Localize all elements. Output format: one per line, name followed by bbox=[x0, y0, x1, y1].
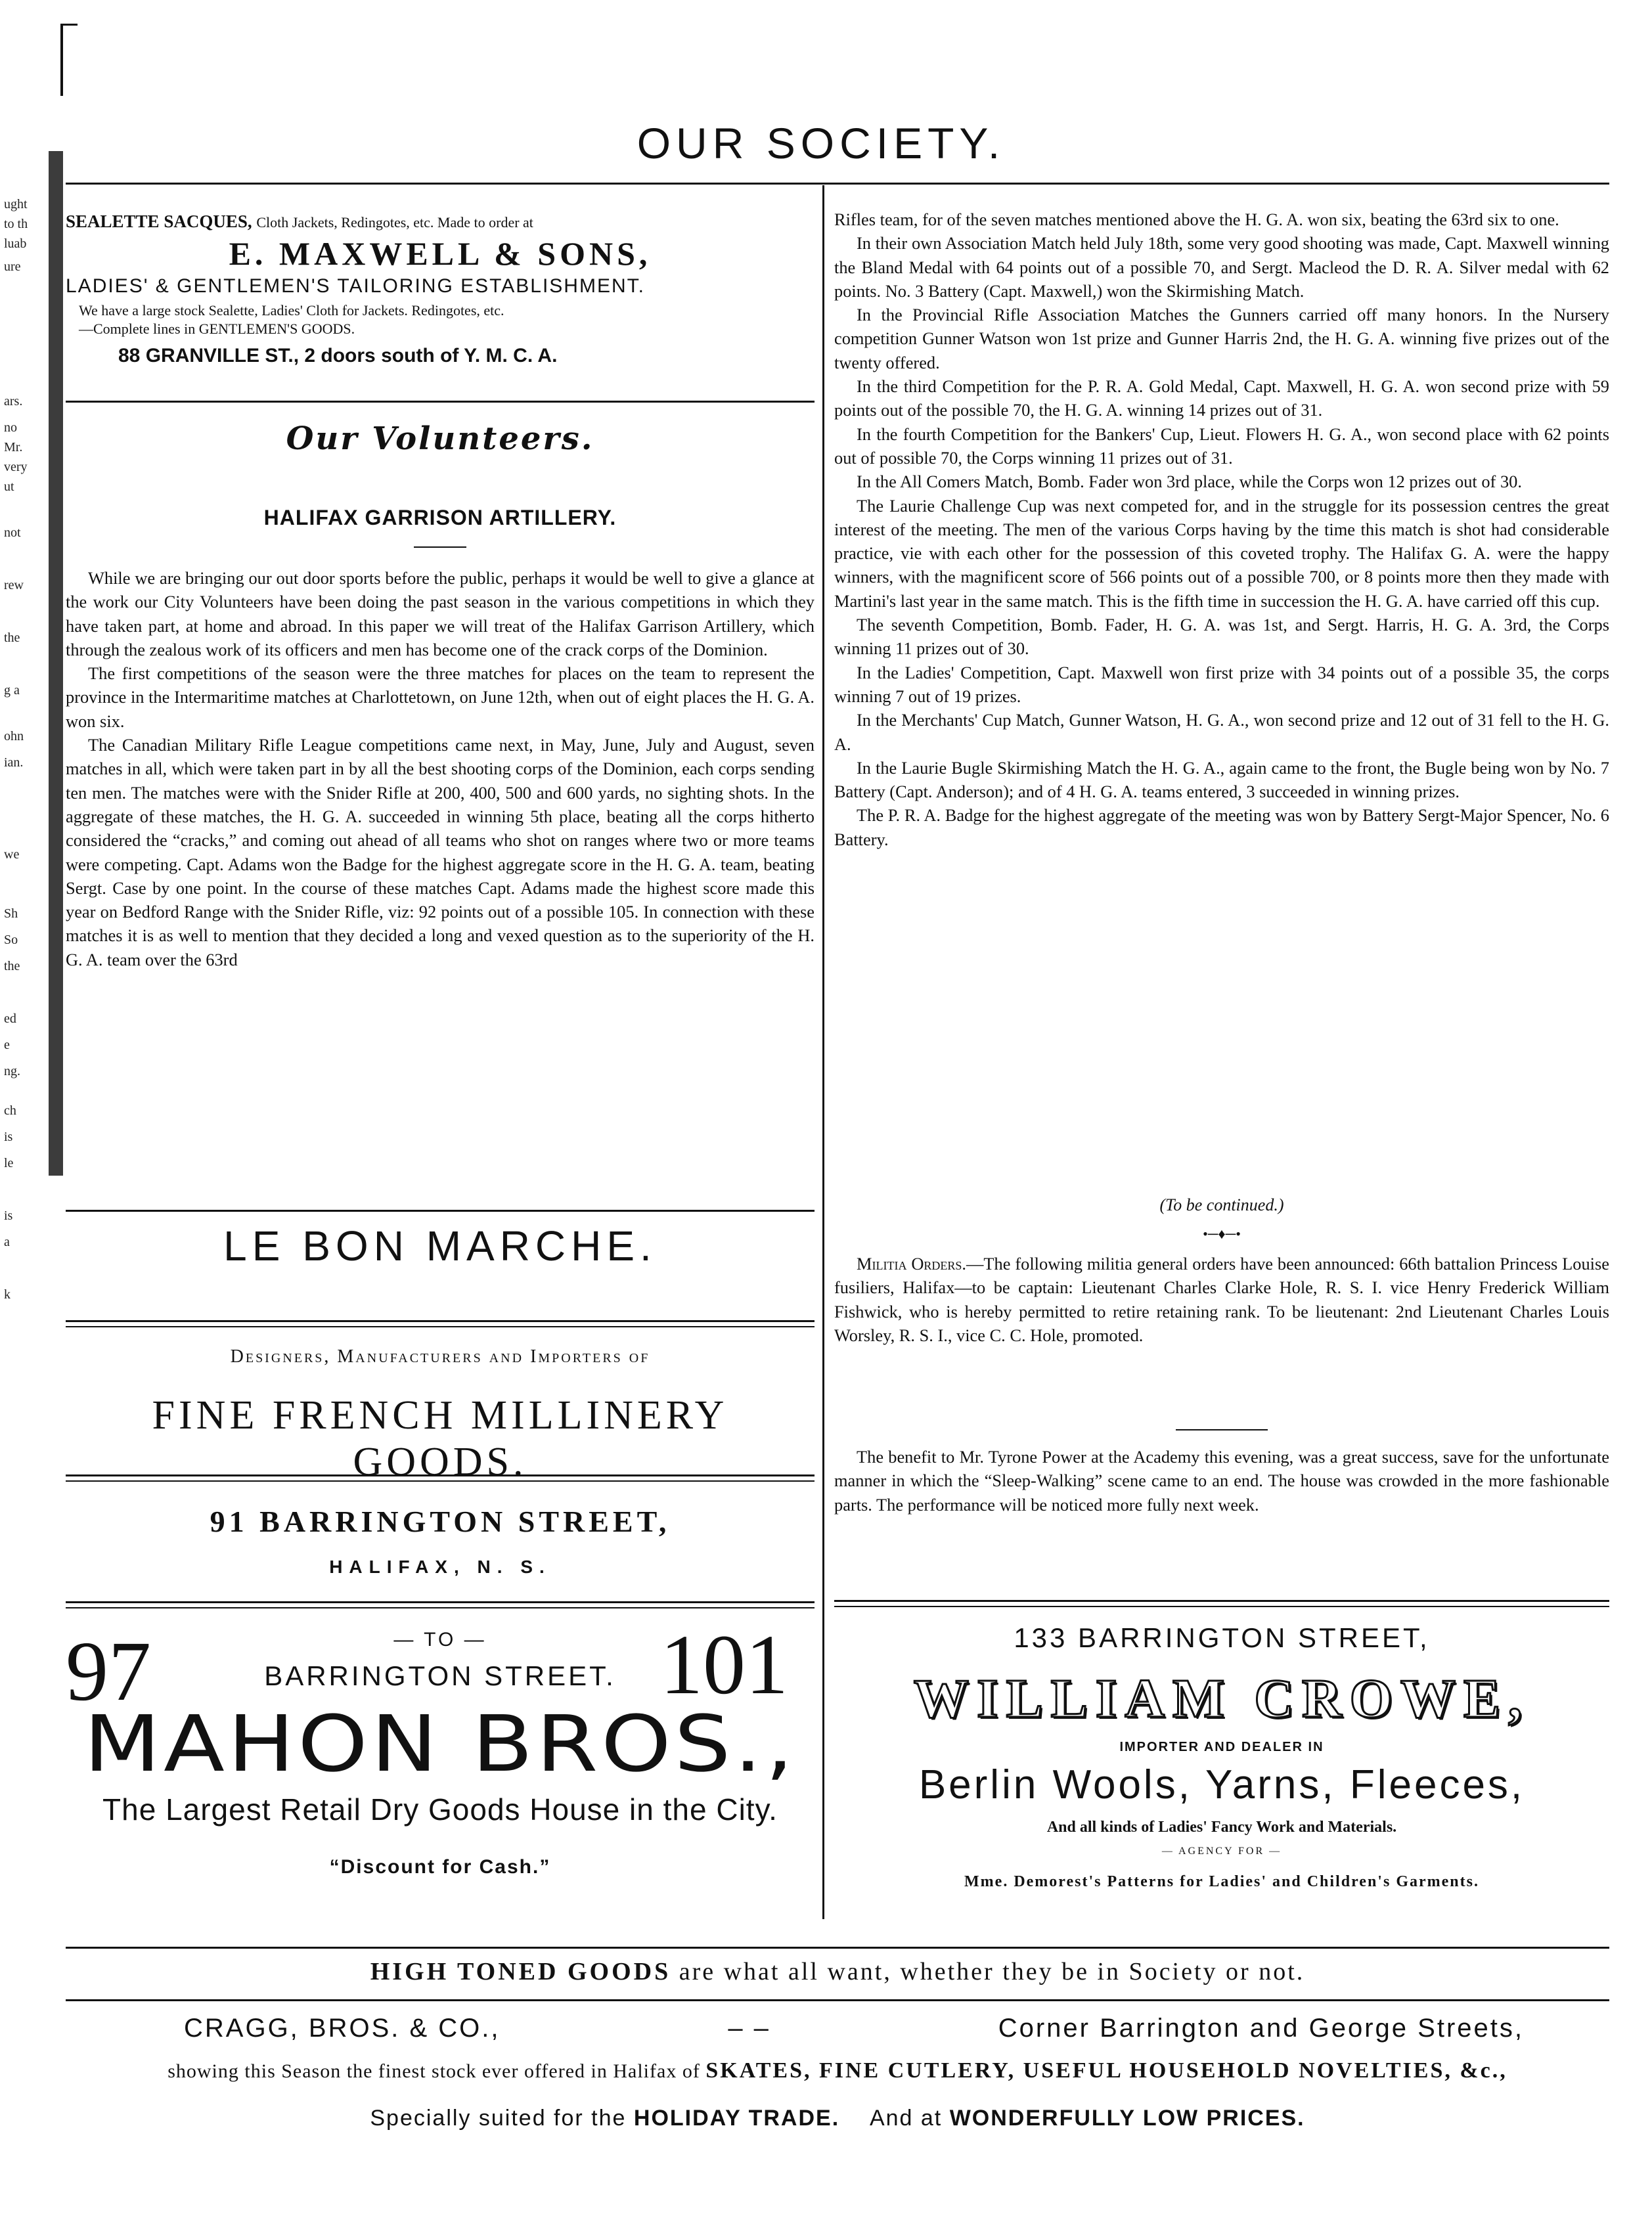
gutter-fragment: Mr. bbox=[4, 440, 23, 454]
volunteers-continuation bbox=[834, 208, 1609, 1186]
ornament: •─♦─• bbox=[1203, 1226, 1241, 1242]
marche-designers-wrap bbox=[66, 1346, 815, 1367]
gutter-fragment: ught bbox=[4, 197, 28, 211]
tyrone-notice bbox=[834, 1445, 1609, 1517]
gutter-fragment: to th bbox=[4, 217, 28, 231]
bottom-rule-2 bbox=[66, 1999, 1609, 2001]
mahon-number-left: 97 bbox=[66, 1624, 151, 1719]
left-gutter bbox=[0, 0, 66, 2216]
cont-para-1: Rifles team, for of the seven matches mentioned above the H. G. A. won six, beating the 63rd six to one. bbox=[834, 210, 1559, 229]
cragg-dashes: – – bbox=[728, 2014, 770, 2043]
crowe-wools: Berlin Wools, Yarns, Fleeces, bbox=[918, 1762, 1525, 1807]
cont-para-9: In the Ladies' Competition, Capt. Maxwell won first prize with 34 points out of a possible 35, the corps winning 7 out of 19 prizes. bbox=[834, 662, 1609, 706]
crowe-agency: — AGENCY FOR — bbox=[1161, 1846, 1282, 1857]
crowe-name: WILLIAM CROWE, bbox=[913, 1668, 1530, 1729]
mahon-number-right: 101 bbox=[660, 1618, 788, 1712]
gutter-fragment: ut bbox=[4, 479, 14, 494]
gutter-fragment: is bbox=[4, 1130, 13, 1144]
gutter-fragment: rew bbox=[4, 578, 24, 592]
maxwell-firm-name: E. MAXWELL & SONS, bbox=[229, 235, 652, 272]
mahon-slogan: The Largest Retail Dry Goods House in the City. bbox=[102, 1792, 778, 1827]
maxwell-line1 bbox=[66, 211, 815, 232]
cont-para-5: In the fourth Competition for the Bankers' Cup, Lieut. Flowers H. G. A., won second place with 62 points out of possible 70, the Corps winning 11 prizes out of 31. bbox=[834, 424, 1609, 468]
cragg-showing bbox=[66, 2058, 1609, 2083]
corner-mark bbox=[60, 24, 63, 96]
marche-goods: FINE FRENCH MILLINERY GOODS. bbox=[152, 1393, 728, 1484]
cragg-firm-row bbox=[66, 2014, 1609, 2043]
maxwell-stock-line: We have a large stock Sealette, Ladies' Cloth for Jackets. Redingotes, etc. bbox=[79, 302, 504, 319]
gutter-fragment: very bbox=[4, 460, 28, 474]
cont-para-2: In their own Association Match held July 18th, some very good shooting was made, Capt. Maxwell winning the Bland Medal with 64 points out of a possible 70, and Sergt. Macleod the D. R. A. Silver medal with 62 points. No. 3 Battery (Capt. Maxwell,) won the Skirmishing Match. bbox=[834, 233, 1609, 301]
maxwell-line1-rest: Cloth Jackets, Redingotes, etc. Made to order at bbox=[256, 214, 533, 231]
cragg-suited-a: Specially suited for the bbox=[370, 2106, 627, 2131]
gutter-fragment: k bbox=[4, 1287, 11, 1302]
cragg-firm-row-wrap bbox=[66, 2014, 1609, 2043]
gutter-fragment: the bbox=[4, 631, 20, 645]
cont-para-6: In the All Comers Match, Bomb. Fader won 3rd place, while the Corps won 12 prizes out of 30. bbox=[857, 472, 1522, 492]
gutter-fragment: So bbox=[4, 933, 18, 947]
militia-rule bbox=[1176, 1429, 1268, 1430]
cont-para-8: The seventh Competition, Bomb. Fader, H. G. A. was 1st, and Sergt. Harris, H. G. A. 3rd, the Corps winning 11 prizes out of 30. bbox=[834, 615, 1609, 659]
binding-shadow bbox=[49, 151, 63, 1176]
militia-orders bbox=[834, 1252, 1609, 1347]
volunteers-para-1: While we are bringing our out door sports before the public, perhaps it would be well to give a glance at the work our City Volunteers have been doing the past season in the various competitions in which they have taken part, at home and abroad. In this paper we will treat of the Halifax Garrison Artillery, which through the zealous work of its officers and men has become one of the crack corps of the Dominion. bbox=[66, 568, 815, 659]
gutter-fragment: ars. bbox=[4, 394, 23, 409]
marche-city: HALIFAX, N. S. bbox=[329, 1557, 551, 1577]
maxwell-rule bbox=[66, 401, 815, 403]
marche-street-wrap bbox=[66, 1504, 815, 1539]
gutter-fragment: g a bbox=[4, 683, 20, 698]
cont-para-4: In the third Competition for the P. R. A. Gold Medal, Capt. Maxwell, H. G. A. won second prize with 59 points out of the possible 70, the H. G. A. winning 14 prizes out of 31. bbox=[834, 376, 1609, 420]
gutter-fragment: luab bbox=[4, 236, 27, 251]
cragg-ad bbox=[66, 1957, 1609, 1986]
gutter-fragment: not bbox=[4, 525, 21, 540]
gutter-fragment: ng. bbox=[4, 1064, 20, 1078]
crowe-importer: IMPORTER AND DEALER IN bbox=[1119, 1740, 1324, 1754]
volunteers-heading: Our Volunteers. bbox=[286, 420, 594, 457]
mahon-to: — TO — bbox=[393, 1629, 487, 1651]
crowe-ad bbox=[834, 1622, 1609, 1891]
cragg-suited-c: And at bbox=[869, 2106, 943, 2131]
crowe-ladies: And all kinds of Ladies' Fancy Work and Materials. bbox=[1046, 1819, 1397, 1836]
maxwell-address: 88 GRANVILLE ST., 2 doors south of Y. M. C. A. bbox=[118, 345, 558, 366]
cragg-suited-d: WONDERFULLY LOW PRICES. bbox=[949, 2106, 1305, 2131]
cragg-suited-wrap bbox=[66, 2106, 1609, 2131]
gutter-fragment: Sh bbox=[4, 906, 18, 921]
cragg-showing-wrap bbox=[66, 2058, 1609, 2083]
volunteers-subheading: HALIFAX GARRISON ARTILLERY. bbox=[263, 506, 617, 529]
marche-goods-wrap bbox=[66, 1392, 815, 1486]
volunteers-para-2: The first competitions of the season were the three matches for places on the team to represent the province in the Intermaritime matches at Charlottetown, on June 12th, when out of eight places the H. G. A. won six. bbox=[66, 663, 815, 731]
militia-lead: Militia Orders. bbox=[857, 1254, 967, 1274]
mahon-discount: “Discount for Cash.” bbox=[329, 1856, 551, 1878]
gutter-fragment: we bbox=[4, 847, 20, 862]
gutter-fragment: ohn bbox=[4, 729, 24, 743]
tyrone-rule bbox=[834, 1600, 1609, 1607]
subhead-rule bbox=[414, 546, 466, 548]
marche-city-wrap bbox=[66, 1557, 815, 1578]
marche-rule-2 bbox=[66, 1474, 815, 1482]
bottom-rule-1 bbox=[66, 1947, 1609, 1949]
cragg-showing-bold: SKATES, FINE CUTLERY, USEFUL HOUSEHOLD NOVELTIES, &c., bbox=[705, 2058, 1507, 2083]
gutter-fragment: ure bbox=[4, 259, 21, 274]
gutter-fragment: ch bbox=[4, 1103, 16, 1118]
marche-rule-1 bbox=[66, 1320, 815, 1327]
crowe-street: 133 BARRINGTON STREET, bbox=[1014, 1622, 1430, 1653]
gutter-fragment: is bbox=[4, 1208, 13, 1223]
cont-para-12: The P. R. A. Badge for the highest aggregate of the meeting was won by Battery Sergt-Major Spencer, No. 6 Battery. bbox=[834, 805, 1609, 849]
gutter-fragment: no bbox=[4, 420, 17, 435]
marche-designers: Designers, Manufacturers and Importers of bbox=[230, 1346, 650, 1367]
maxwell-goods-line: —Complete lines in GENTLEMEN'S GOODS. bbox=[79, 321, 355, 337]
gutter-fragment: le bbox=[4, 1156, 14, 1170]
militia-text: —The following militia general orders have been announced: 66th battalion Princess Louise fusiliers, Halifax—to be captain: Lieutenant Charles Clarke Hole, R. S. I. vice Henry Frederick William Fishwick, who is hereby permitted to retire retaining rank. To be lieutenant: 2nd Lieutenant Charles Louis Worsley, R. S. I., vice C. C. Hole, promoted. bbox=[834, 1254, 1609, 1345]
gutter-fragment: e bbox=[4, 1038, 10, 1052]
cragg-high-bold: HIGH TONED GOODS bbox=[370, 1958, 671, 1985]
maxwell-tailoring: LADIES' & GENTLEMEN'S TAILORING ESTABLISHMENT. bbox=[66, 275, 645, 297]
column-divider bbox=[822, 185, 824, 1919]
cont-para-7: The Laurie Challenge Cup was next competed for, and in the struggle for its possession centres the great interest of the meeting. The men of the various Corps having by the time this match is shot had considerable practice, vie with each other for the possession of this coveted trophy. The Halifax G. A. were the happy winners, with the magnificent score of 566 points out of a possible 700, or 8 points more then they made with Martini's last year in the same match. This is the fifth time in succession the H. G. A. have carried off this cup. bbox=[834, 495, 1609, 611]
gutter-fragment: the bbox=[4, 959, 20, 973]
to-be-continued: (To be continued.) bbox=[1159, 1195, 1284, 1214]
gutter-fragment: ed bbox=[4, 1011, 16, 1026]
marche-rule-3 bbox=[66, 1601, 815, 1608]
gutter-fragment: ian. bbox=[4, 755, 24, 770]
cragg-suited-b: HOLIDAY TRADE. bbox=[633, 2106, 840, 2131]
corner-mark-h bbox=[60, 24, 78, 26]
mahon-name: MAHON BROS., bbox=[83, 1698, 797, 1789]
cont-para-3: In the Provincial Rifle Association Matches the Gunners carried off many honors. In the Nursery competition Gunner Watson won 1st prize and Gunner Harris 2nd, the H. G. A. winning five prizes out of the twenty offered. bbox=[834, 305, 1609, 372]
mahon-ad bbox=[66, 1616, 815, 1905]
bon-marche-name: LE BON MARCHE. bbox=[223, 1222, 657, 1270]
cragg-corner: Corner Barrington and George Streets, bbox=[998, 2014, 1524, 2043]
crowe-patterns: Mme. Demorest's Patterns for Ladies' and Children's Garments. bbox=[964, 1873, 1479, 1890]
bon-marche-ad bbox=[66, 1222, 815, 1270]
marche-street: 91 BARRINGTON STREET, bbox=[210, 1505, 671, 1538]
cont-para-10: In the Merchants' Cup Match, Gunner Watson, H. G. A., won second prize and 12 out of 31 fell to the H. G. A. bbox=[834, 710, 1609, 754]
cragg-firm: CRAGG, BROS. & CO., bbox=[184, 2014, 501, 2043]
cragg-suited bbox=[66, 2106, 1609, 2131]
article-end-rule bbox=[66, 1210, 815, 1212]
volunteers-article bbox=[66, 566, 815, 1197]
masthead-rule bbox=[66, 183, 1609, 185]
cragg-high-toned bbox=[66, 1957, 1609, 1986]
cont-para-11: In the Laurie Bugle Skirmishing Match the H. G. A., again came to the front, the Bugle being won by No. 7 Battery (Capt. Anderson); and of 4 H. G. A. teams entered, 3 succeeded in winning prizes. bbox=[834, 757, 1609, 802]
tyrone-text: The benefit to Mr. Tyrone Power at the Academy this evening, was a great success, save for the unfortunate manner in which the “Sleep-Walking” scene came to an end. The house was crowded in the more fashionable parts. The performance will be noticed more fully next week. bbox=[834, 1447, 1609, 1515]
cragg-high-rest: are what all want, whether they be in Society or not. bbox=[679, 1958, 1305, 1985]
mahon-street: BARRINGTON STREET. bbox=[264, 1660, 616, 1691]
volunteers-para-3: The Canadian Military Rifle League competitions came next, in May, June, July and August, seven matches in all, which were taken part in by all the best shooting corps of the Dominion, each corps sending ten men. The matches were with the Snider Rifle at 200, 400, 500 and 600 yards, no sighting shots. In the aggregate of these matches, the H. G. A. succeeded in winning 5th place, beating all the corps hitherto considered the “cracks,” and coming out ahead of all teams who shot on ranges where two or more teams were competing. Capt. Adams won the Badge for the highest aggregate score in the H. G. A. team, beating Sergt. Case by one point. In the course of these matches Capt. Adams made the highest score made this year on Bedford Range with the Snider Rifle, viz: 92 points out of a possible 105. In connection with these matches it is as well to mention that they decided a long and vexed question as to the superiority of the H. G. A. team over the 63rd bbox=[66, 735, 815, 969]
gutter-fragment: a bbox=[4, 1235, 10, 1249]
maxwell-ad bbox=[66, 211, 815, 402]
cragg-showing-lead: showing this Season the finest stock ever offered in Halifax of bbox=[167, 2060, 700, 2082]
maxwell-sacques: SEALETTE SACQUES, bbox=[66, 211, 252, 231]
page-title: OUR SOCIETY. bbox=[636, 119, 1006, 167]
